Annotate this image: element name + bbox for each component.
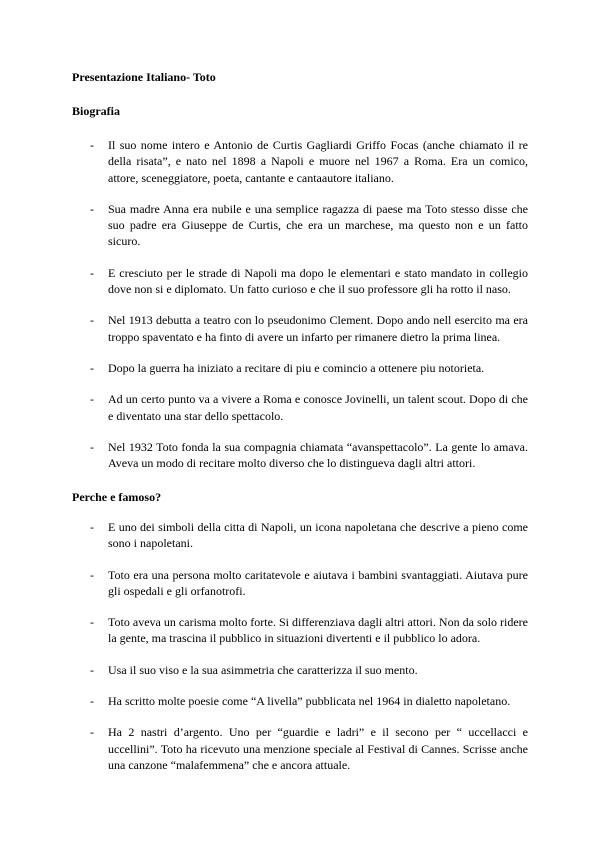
bullet-dash: - xyxy=(90,725,94,740)
list-item-text: Dopo la guerra ha iniziato a recitare di piu e comincio a ottenere piu notorieta. xyxy=(108,360,485,375)
list-item xyxy=(0,201,600,250)
list-item-text: Nel 1932 Toto fonda la sua compagnia chiamata “avanspettacolo”. La gente lo amava. Aveva un modo di recitare molto diverso che lo distingueva dagli altri attori. xyxy=(108,439,528,471)
list-item xyxy=(0,360,600,376)
list-item-text: Sua madre Anna era nubile e una semplice ragazza di paese ma Toto stesso disse che suo padre era Giuseppe de Curtis, che era un marchese, ma questo non e un fatto sicuro. xyxy=(108,201,528,249)
document-title: Presentazione Italiano- Toto xyxy=(72,70,216,84)
list-item xyxy=(0,693,600,709)
list-item xyxy=(0,439,600,472)
bullet-dash: - xyxy=(90,392,94,407)
bullet-dash: - xyxy=(90,520,94,534)
list-item-text: Nel 1913 debutta a teatro con lo pseudonimo Clement. Dopo ando nell esercito ma era troppo spaventato e ha finto di avere un infarto per rimanere dietro la prima linea. xyxy=(108,313,528,344)
list-item xyxy=(0,312,600,345)
section-heading-perche-e-famoso: Perche e famoso? xyxy=(72,490,162,504)
list-item-text: Usa il suo viso e la sua asimmetria che caratterizza il suo mento. xyxy=(108,662,418,677)
bullet-dash: - xyxy=(90,439,94,454)
list-item xyxy=(0,662,600,678)
list-item-text: Ha scritto molte poesie come “A livella” pubblicata nel 1964 in dialetto napoletano. xyxy=(108,694,511,709)
list-item xyxy=(0,724,600,773)
list-item-text: E cresciuto per le strade di Napoli ma dopo le elementari e stato mandato in collegio dove non si e diplomato. Un fatto curioso e che il suo professore gli ha rotto il naso. xyxy=(108,265,528,297)
biografia-list xyxy=(0,137,600,486)
bullet-dash: - xyxy=(90,694,94,709)
perche-e-famoso-list xyxy=(0,519,600,788)
list-item-text: Ad un certo punto va a vivere a Roma e conosce Jovinelli, un talent scout. Dopo di che e diventato una star dello spettacolo. xyxy=(108,392,528,423)
list-item xyxy=(0,391,600,424)
bullet-dash: - xyxy=(90,138,94,152)
list-item-text: Toto aveva un carisma molto forte. Si differenziava dagli altri attori. Non da solo ridere la gente, ma trascina il pubblico in situazioni divertenti e il pubblico lo adora. xyxy=(108,615,528,646)
bullet-dash: - xyxy=(90,201,94,216)
bullet-dash: - xyxy=(90,360,94,375)
list-item-text: Il suo nome intero e Antonio de Curtis Gagliardi Griffo Focas (anche chiamato il re della risata”, e nato nel 1898 a Napoli e muore nel 1967 a Roma. Era un comico, attore, sceneggiatore, poeta, cantante e cantaautore italiano. xyxy=(108,138,528,185)
list-item xyxy=(0,265,600,298)
list-item-text: Ha 2 nastri d’argento. Uno per “guardie e ladri” e il secono per “ uccellacci e uccellini”. Toto ha ricevuto una menzione speciale al Festival di Cannes. Scrisse anche una canzone “malafemmena” che e ancora attuale. xyxy=(108,725,528,772)
list-item xyxy=(0,567,600,600)
bullet-dash: - xyxy=(90,615,94,630)
bullet-dash: - xyxy=(90,662,94,677)
list-item xyxy=(0,137,600,186)
bullet-dash: - xyxy=(90,265,94,280)
bullet-dash: - xyxy=(90,567,94,582)
list-item-text: E uno dei simboli della citta di Napoli, un icona napoletana che descrive a pieno come sono i napoletani. xyxy=(108,520,528,551)
list-item-text: Toto era una persona molto caritatevole e aiutava i bambini svantaggiati. Aiutava pure gli ospedali e gli orfanotrofi. xyxy=(108,567,528,598)
bullet-dash: - xyxy=(90,313,94,328)
list-item xyxy=(0,519,600,552)
list-item xyxy=(0,614,600,647)
section-heading-biografia: Biografia xyxy=(72,104,120,118)
